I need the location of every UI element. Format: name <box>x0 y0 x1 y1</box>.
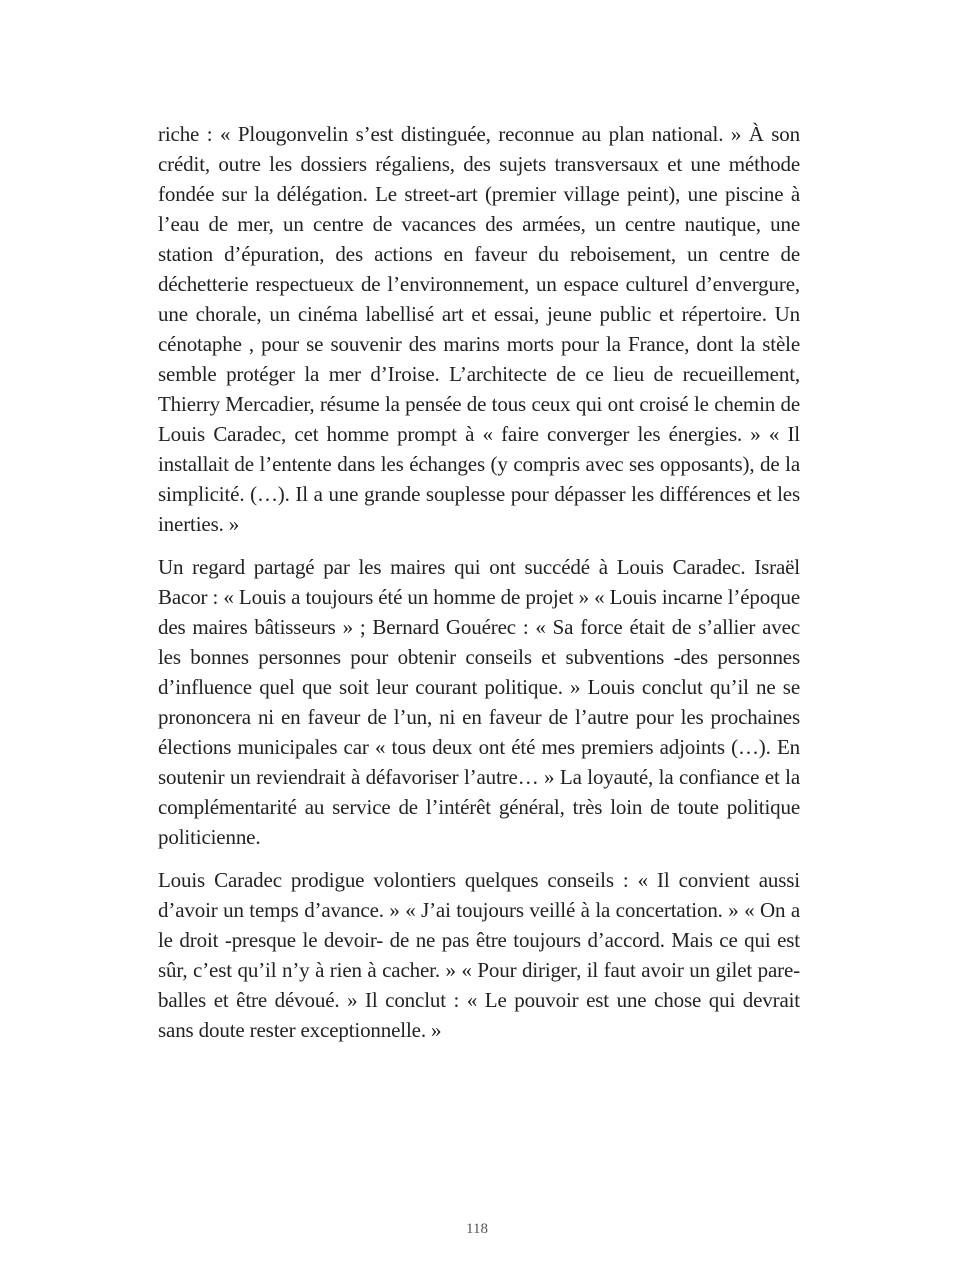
paragraph-3: Louis Caradec prodigue volontiers quelques conseils : « Il convient aussi d’avoir un temps d’avance. » « J’ai toujours veillé à la concertation. » « On a le droit -presque le devoir- de ne pas être toujours d’accord. Mais ce qui est sûr, c’est qu’il n’y à rien à cacher. » « Pour diriger, il faut avoir un gilet pare-balles et être dévoué. » Il conclut : « Le pouvoir est une chose qui devrait sans doute rester exceptionnelle. » <box>158 868 800 1042</box>
page-number: 118 <box>466 1221 488 1237</box>
paragraph-2: Un regard partagé par les maires qui ont succédé à Louis Caradec. Israël Bacor : « Louis a toujours été un homme de projet » « Louis incarne l’époque des maires bâtisseurs » ; Bernard Gouérec : « Sa force était de s’allier avec les bonnes personnes pour obtenir conseils et subventions -des personnes d’influence quel que soit leur courant politique. » Louis conclut qu’il ne se prononcera ni en faveur de l’un, ni en faveur de l’autre pour les prochaines élections municipales car « tous deux ont été mes premiers adjoints (…). En soutenir un reviendrait à défavoriser l’autre… » La loyauté, la confiance et la complémentarité au service de l’intérêt général, très loin de toute politique politicienne. <box>158 555 800 849</box>
paragraph-1: riche : « Plougonvelin s’est distinguée, reconnue au plan national. » À son crédit, outre les dossiers régaliens, des sujets transversaux et une méthode fondée sur la délégation. Le street-art (premier village peint), une piscine à l’eau de mer, un centre de vacances des armées, un centre nautique, une station d’épuration, des actions en faveur du reboisement, un centre de déchetterie respectueux de l’environnement, un espace culturel d’envergure, une chorale, un cinéma labellisé art et essai, jeune public et répertoire. Un cénotaphe , pour se souvenir des marins morts pour la France, dont la stèle semble protéger la mer d’Iroise. L’architecte de ce lieu de recueillement, Thierry Mercadier, résume la pensée de tous ceux qui ont croisé le chemin de Louis Caradec, cet homme prompt à « faire converger les énergies. » « Il installait de l’entente dans les échanges (y compris avec ses opposants), de la simplicité. (…). Il a une grande souplesse pour dépasser les différences et les inerties. » <box>158 122 800 536</box>
body-text <box>158 119 800 1058</box>
